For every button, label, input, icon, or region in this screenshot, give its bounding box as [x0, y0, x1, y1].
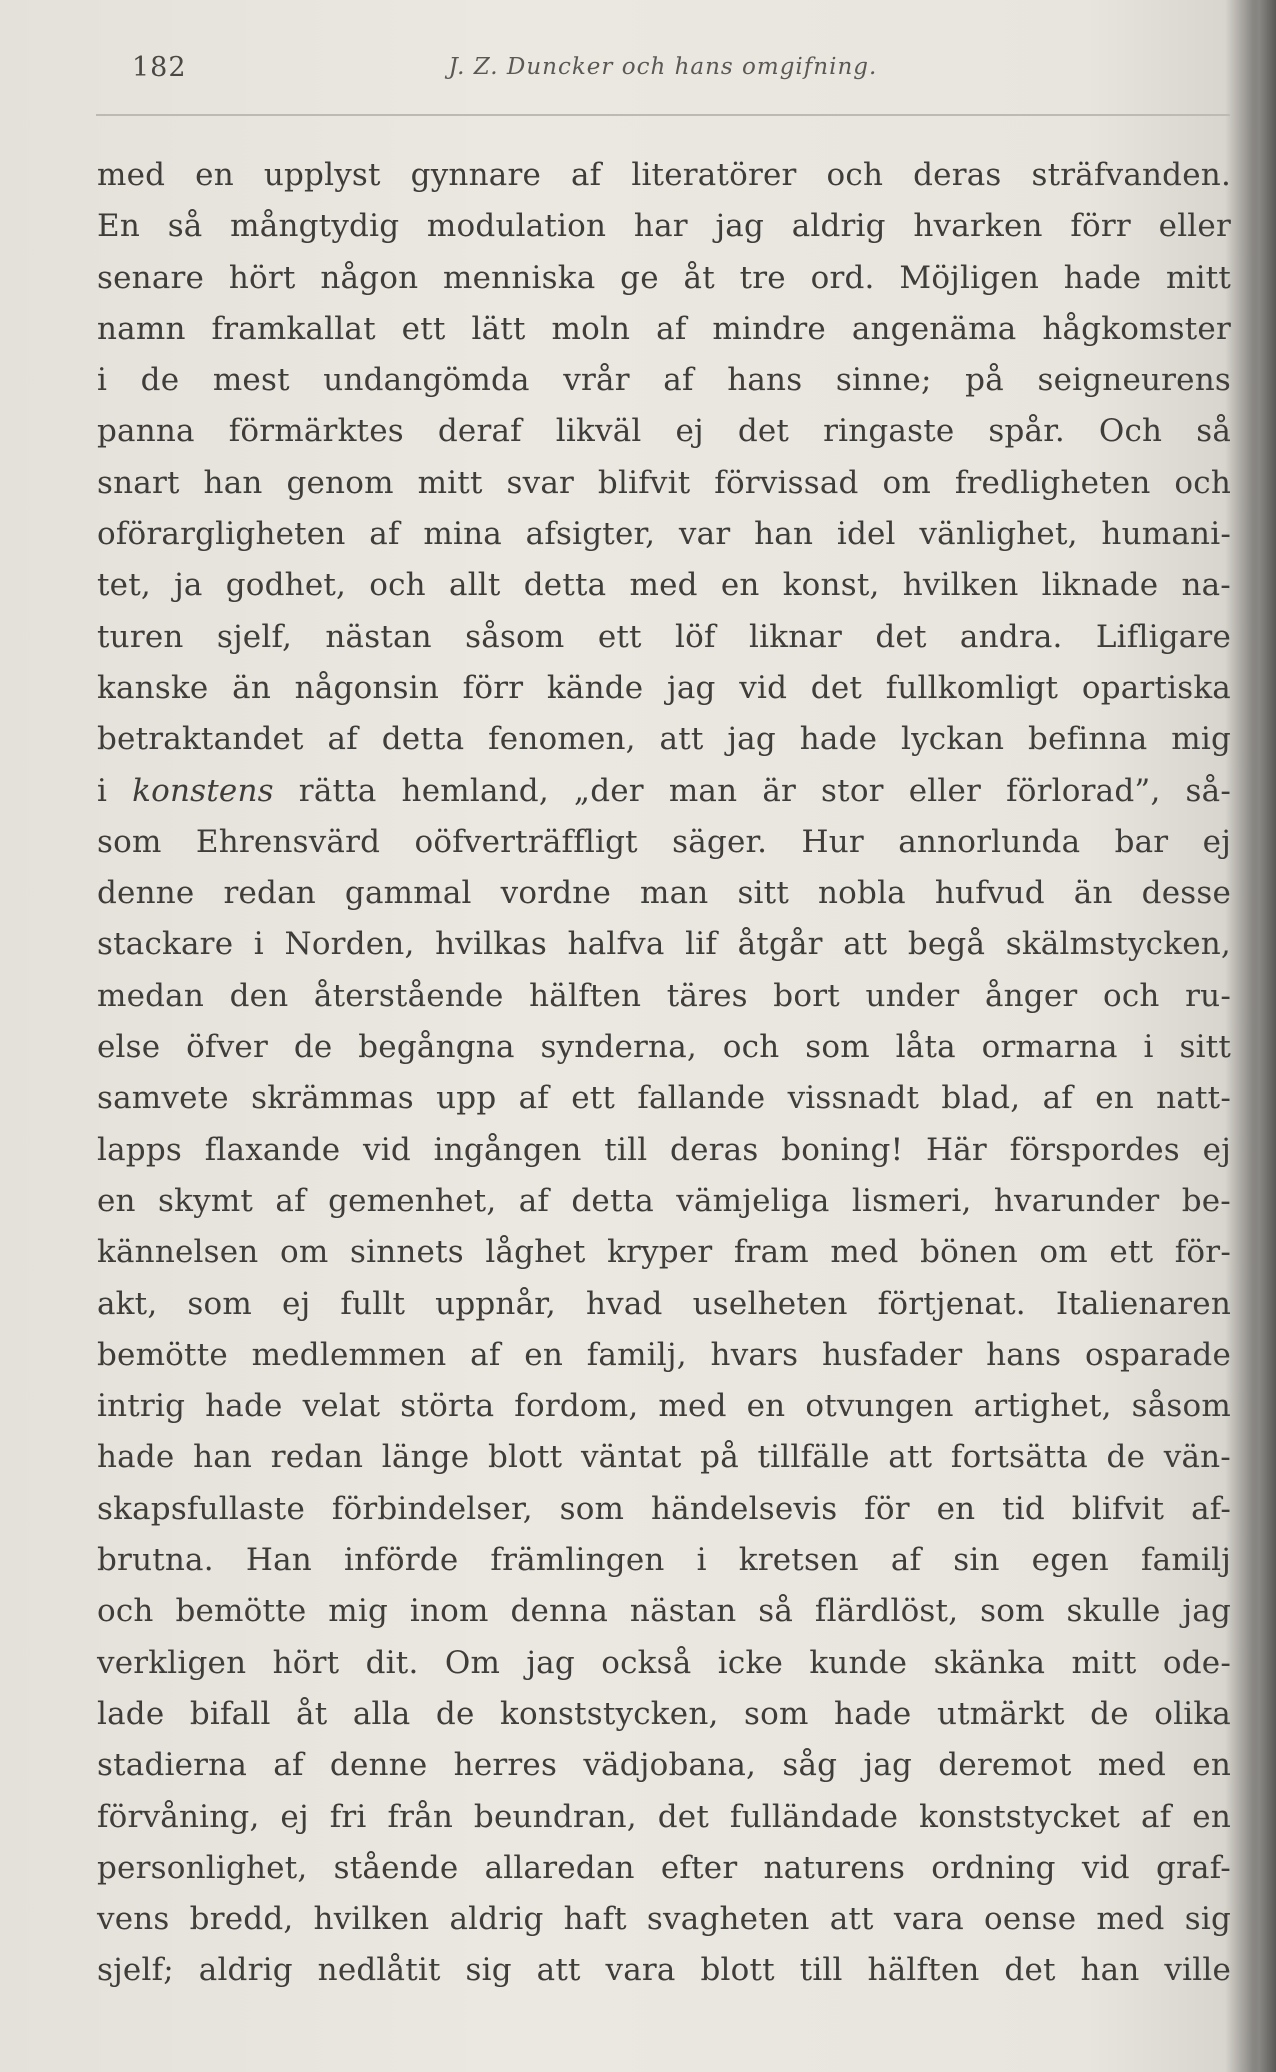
text-line: brutna. Han införde främlingen i kretsen af sin egen familj	[97, 1542, 1231, 1579]
text-line: En så mångtydig modulation har jag aldrig hvarken förr eller	[97, 208, 1231, 245]
text-line: intrig hade velat störta fordom, med en otvungen artighet, såsom	[97, 1388, 1231, 1425]
text-line: medan den återstående hälften täres bort under ånger och ru-	[97, 977, 1231, 1014]
text-line: personlighet, stående allaredan efter naturens ordning vid graf-	[97, 1849, 1231, 1886]
text-line: hade han redan länge blott väntat på tillfälle att fortsätta de vän-	[97, 1439, 1231, 1476]
text-line: i konstens rätta hemland, „der man är stor eller förlorad”, så-	[97, 772, 1231, 809]
text-line: namn framkallat ett lätt moln af mindre angenäma hågkomster	[97, 310, 1231, 347]
page-number: 182	[132, 52, 187, 83]
text-line: kanske än någonsin förr kände jag vid det fullkomligt opartiska	[97, 669, 1231, 706]
text-line: else öfver de begångna synderna, och som låta ormarna i sitt	[97, 1029, 1231, 1066]
text-line: som Ehrensvärd oöfverträffligt säger. Hur annorlunda bar ej	[97, 823, 1231, 860]
text-line: senare hört någon menniska ge åt tre ord. Möjligen hade mitt	[97, 259, 1231, 296]
running-head: J. Z. Duncker och hans omgifning.	[448, 54, 878, 80]
text-line: tet, ja godhet, och allt detta med en konst, hvilken liknade na-	[97, 567, 1231, 604]
text-line: lade bifall åt alla de konststycken, som hade utmärkt de olika	[97, 1695, 1231, 1732]
text-line: kännelsen om sinnets låghet kryper fram med bönen om ett för-	[97, 1234, 1231, 1271]
text-line: stackare i Norden, hvilkas halfva lif åtgår att begå skälmstycken,	[97, 926, 1231, 963]
text-line: i de mest undangömda vrår af hans sinne; på seigneurens	[97, 362, 1231, 399]
body-text	[97, 150, 1231, 1997]
text-line: och bemötte mig inom denna nästan så flärdlöst, som skulle jag	[97, 1593, 1231, 1630]
header-rule	[96, 114, 1230, 116]
text-line: turen sjelf, nästan såsom ett löf liknar det andra. Lifligare	[97, 618, 1231, 655]
book-spine-shadow	[1250, 0, 1276, 2072]
text-line: verkligen hört dit. Om jag också icke kunde skänka mitt ode-	[97, 1644, 1231, 1681]
text-line: oförargligheten af mina afsigter, var han idel vänlighet, humani-	[97, 516, 1231, 553]
italic-word: konstens	[132, 772, 274, 809]
text-line: med en upplyst gynnare af literatörer och deras sträfvanden.	[97, 157, 1231, 193]
text-line: panna förmärktes deraf likväl ej det ringaste spår. Och så	[97, 413, 1231, 450]
text-line: akt, som ej fullt uppnår, hvad uselheten förtjenat. Italienaren	[97, 1285, 1231, 1322]
text-line: lapps flaxande vid ingången till deras boning! Här förspordes ej	[97, 1131, 1231, 1168]
text-line: samvete skrämmas upp af ett fallande vissnadt blad, af en natt-	[97, 1080, 1231, 1117]
text-line: betraktandet af detta fenomen, att jag hade lyckan befinna mig	[97, 721, 1231, 758]
text-line: stadierna af denne herres vädjobana, såg jag deremot med en	[97, 1747, 1231, 1784]
text-line: skapsfullaste förbindelser, som händelsevis för en tid blifvit af-	[97, 1490, 1231, 1527]
text-line: en skymt af gemenhet, af detta vämjeliga lismeri, hvarunder be-	[97, 1182, 1231, 1219]
text-line: bemötte medlemmen af en familj, hvars husfader hans osparade	[97, 1336, 1231, 1373]
text-line: snart han genom mitt svar blifvit förvissad om fredligheten och	[97, 464, 1231, 501]
text-line: förvåning, ej fri från beundran, det fulländade konststycket af en	[97, 1798, 1231, 1835]
text-line: sjelf; aldrig nedlåtit sig att vara blott till hälften det han ville	[97, 1952, 1231, 1989]
text-line: denne redan gammal vordne man sitt nobla hufvud än desse	[97, 875, 1231, 912]
text-line: vens bredd, hvilken aldrig haft svagheten att vara oense med sig	[97, 1901, 1231, 1938]
page-header	[96, 48, 1230, 88]
